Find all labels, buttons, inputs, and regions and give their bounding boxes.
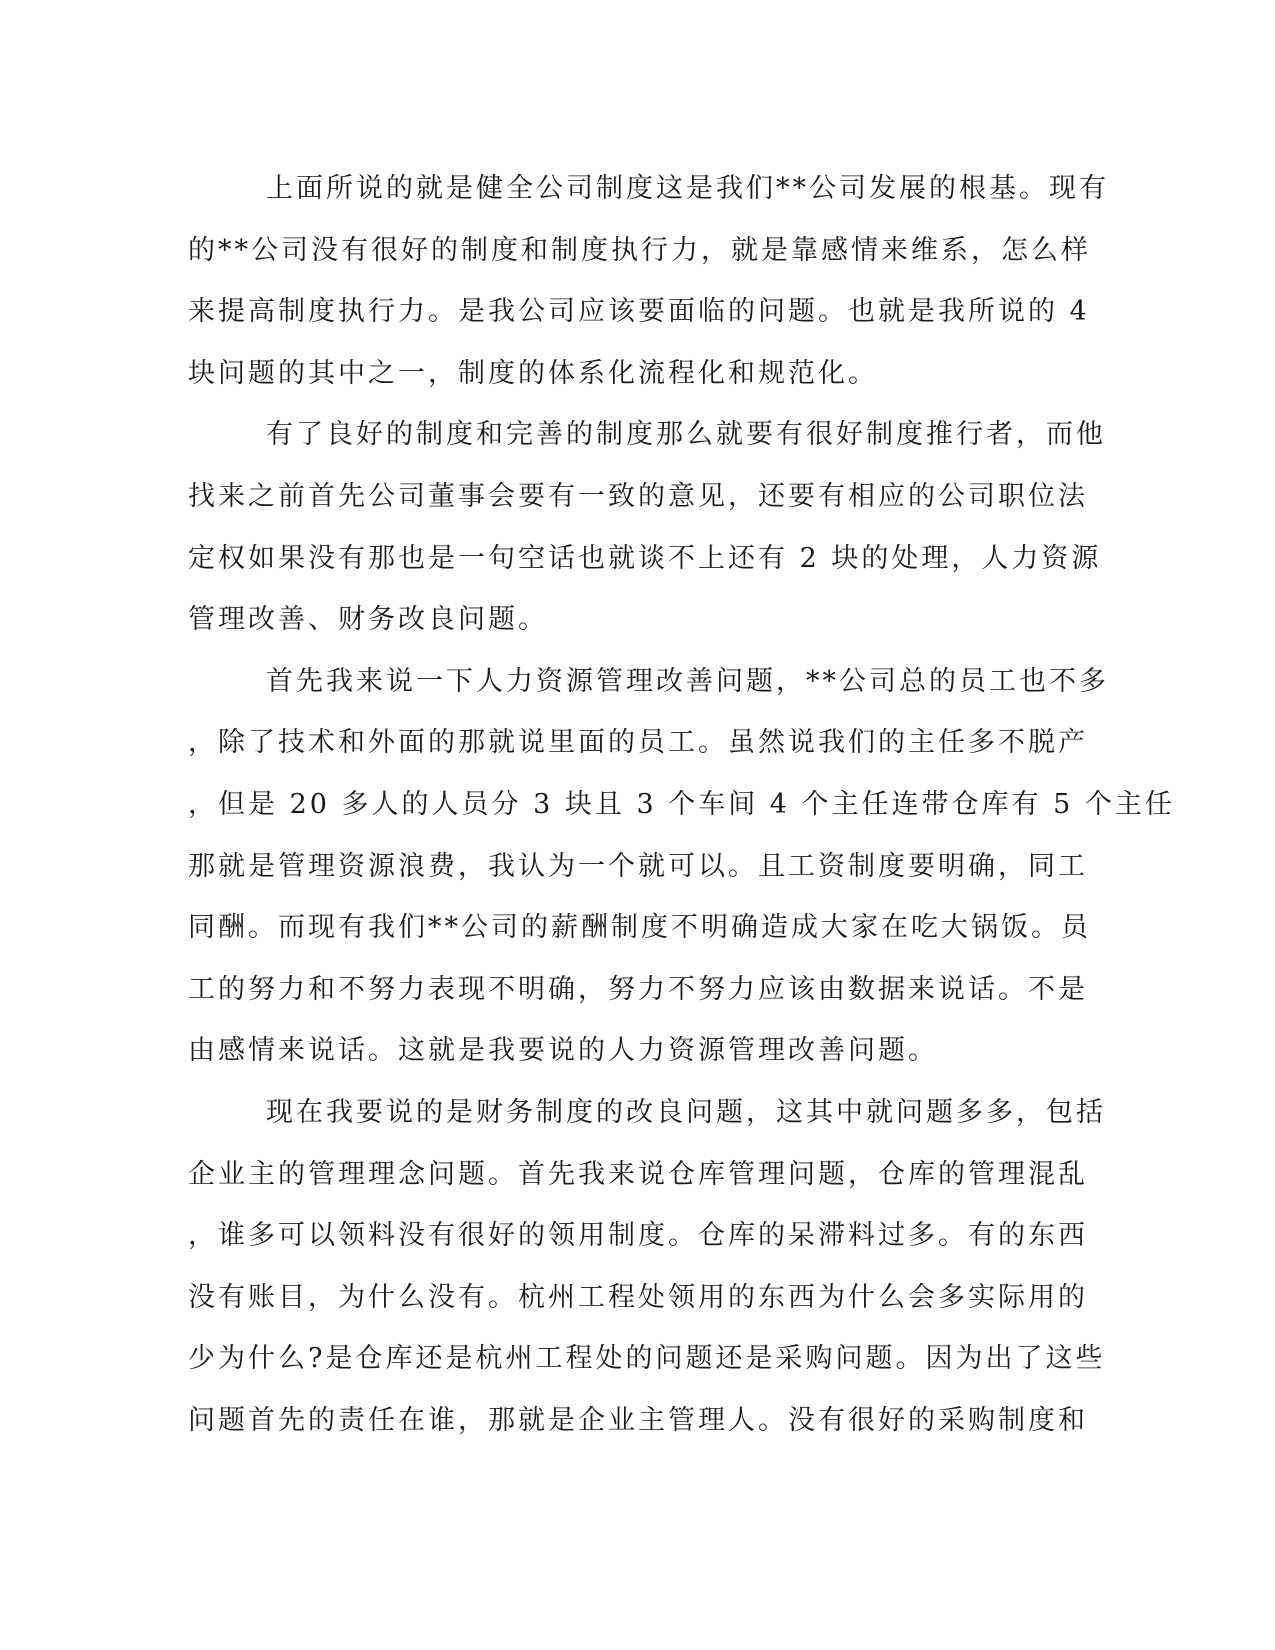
paragraph-2-line-4: 管理改善、财务改良问题。: [188, 604, 548, 636]
paragraph-1-line-4: 块问题的其中之一，制度的体系化流程化和规范化。: [188, 357, 878, 389]
paragraph-2-line-3: 定权如果没有那也是一句空话也就谈不上还有 2 块的处理，人力资源: [188, 542, 1102, 574]
paragraph-4-line-3: ，谁多可以领料没有很好的领用制度。仓库的呆滞料过多。有的东西: [188, 1220, 1088, 1252]
paragraph-3-line-7: 由感情来说话。这就是我要说的人力资源管理改善问题。: [188, 1035, 938, 1067]
paragraph-3-line-4: 那就是管理资源浪费，我认为一个就可以。且工资制度要明确，同工: [188, 850, 1088, 882]
paragraph-3-line-1: 首先我来说一下人力资源管理改善问题，**公司总的员工也不多: [266, 665, 1109, 697]
paragraph-3-line-5: 同酬。而现有我们**公司的薪酬制度不明确造成大家在吃大锅饭。员: [188, 912, 1091, 944]
paragraph-1-line-2: 的**公司没有很好的制度和制度执行力，就是靠感情来维系，怎么样: [188, 234, 1091, 266]
paragraph-4-line-2: 企业主的管理理念问题。首先我来说仓库管理问题，仓库的管理混乱: [188, 1158, 1088, 1190]
paragraph-4-line-4: 没有账目，为什么没有。杭州工程处领用的东西为什么会多实际用的: [188, 1281, 1088, 1313]
paragraph-4-line-5: 少为什么?是仓库还是杭州工程处的问题还是采购问题。因为出了这些: [188, 1343, 1106, 1375]
paragraph-2-line-2: 找来之前首先公司董事会要有一致的意见，还要有相应的公司职位法: [188, 480, 1088, 512]
paragraph-4-line-6: 问题首先的责任在谁，那就是企业主管理人。没有很好的采购制度和: [188, 1404, 1088, 1436]
paragraph-1-line-3: 来提高制度执行力。是我公司应该要面临的问题。也就是我所说的 4: [188, 296, 1090, 328]
paragraph-3-line-3: ，但是 20 多人的人员分 3 块且 3 个车间 4 个主任连带仓库有 5 个主任: [188, 788, 1175, 820]
document-body: [188, 158, 1175, 1451]
paragraph-4-line-1: 现在我要说的是财务制度的改良问题，这其中就问题多多，包括: [266, 1096, 1106, 1128]
paragraph-2-line-1: 有了良好的制度和完善的制度那么就要有很好制度推行者，而他: [266, 419, 1106, 451]
paragraph-3-line-6: 工的努力和不努力表现不明确，努力不努力应该由数据来说话。不是: [188, 973, 1088, 1005]
paragraph-1-line-1: 上面所说的就是健全公司制度这是我们**公司发展的根基。现有: [266, 173, 1109, 204]
paragraph-3-line-2: ，除了技术和外面的那就说里面的员工。虽然说我们的主任多不脱产: [188, 727, 1088, 759]
